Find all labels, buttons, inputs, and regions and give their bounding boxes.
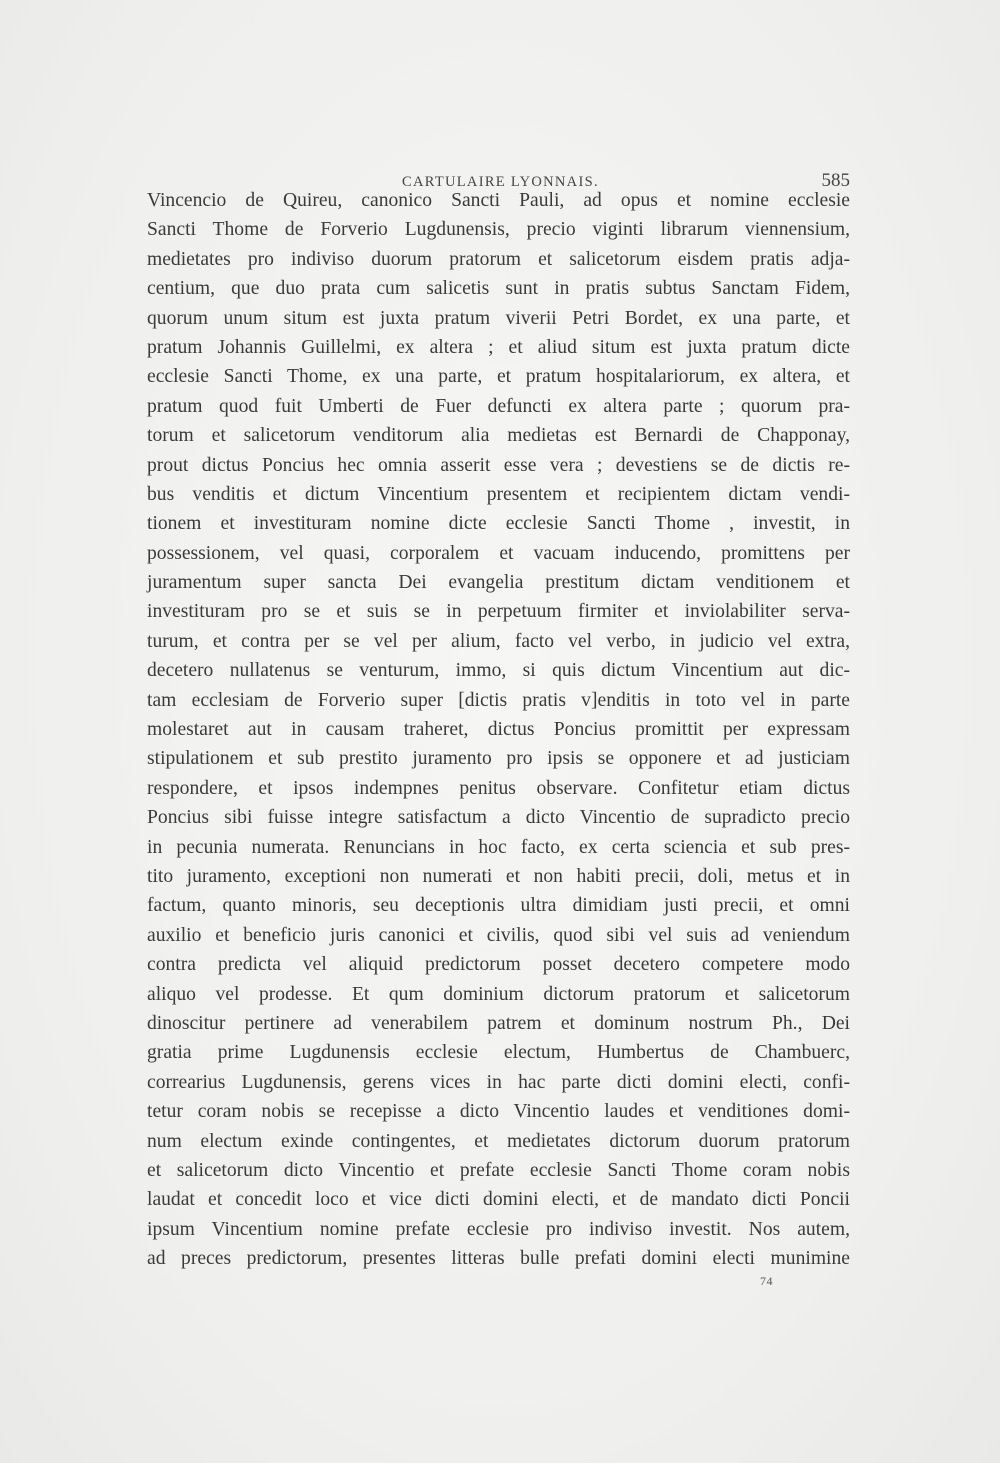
text-line: ad preces predictorum, presentes litteras bulle prefati domini electi munimine — [147, 1248, 850, 1270]
text-line: gratia prime Lugdunensis ecclesie electum, Humbertus de Chambuerc, — [147, 1042, 850, 1064]
text-line: laudat et concedit loco et vice dicti domini electi, et de mandato dicti Poncii — [147, 1189, 850, 1211]
text-line: contra predicta vel aliquid predictorum posset decetero competere modo — [147, 954, 850, 976]
text-line: decetero nullatenus se venturum, immo, si quis dictum Vincentium aut dic- — [147, 660, 850, 682]
text-line: pratum Johannis Guillelmi, ex altera ; et aliud situm est juxta pratum dicte — [147, 336, 850, 358]
text-line: ecclesie Sancti Thome, ex una parte, et pratum hospitalariorum, ex altera, et — [147, 366, 850, 388]
text-line: Vincencio de Quireu, canonico Sancti Pauli, ad opus et nomine ecclesie — [147, 190, 850, 211]
text-line: correarius Lugdunensis, gerens vices in hac parte dicti domini electi, confi- — [147, 1071, 850, 1093]
text-line: possessionem, vel quasi, corporalem et vacuam inducendo, promittens per — [147, 542, 850, 564]
text-line: dinoscitur pertinere ad venerabilem patrem et dominum nostrum Ph., Dei — [147, 1012, 850, 1034]
text-line: pratum quod fuit Umberti de Fuer defuncti ex altera parte ; quorum pra- — [147, 395, 850, 417]
text-line: stipulationem et sub prestito juramento pro ipsis se opponere et ad justiciam — [147, 748, 850, 770]
text-line: ipsum Vincentium nomine prefate ecclesie pro indiviso investit. Nos autem, — [147, 1218, 850, 1240]
text-line: tionem et investituram nomine dicte ecclesie Sancti Thome , investit, in — [147, 513, 850, 535]
text-line: bus venditis et dictum Vincentium presentem et recipientem dictam vendi- — [147, 483, 850, 505]
text-line: juramentum super sancta Dei evangelia prestitum dictam venditionem et — [147, 572, 850, 594]
signature-mark: 74 — [760, 1274, 773, 1288]
text-line: torum et salicetorum venditorum alia medietas est Bernardi de Chapponay, — [147, 425, 850, 447]
text-line: medietates pro indiviso duorum pratorum et salicetorum eisdem pratis adja- — [147, 248, 850, 270]
text-line: aliquo vel prodesse. Et qum dominium dictorum pratorum et salicetorum — [147, 983, 850, 1005]
text-line: tetur coram nobis se recepisse a dicto Vincentio laudes et venditiones domi- — [147, 1101, 850, 1123]
text-line: quorum unum situm est juxta pratum viverii Petri Bordet, ex una parte, et — [147, 307, 850, 329]
text-line: centium, que duo prata cum salicetis sunt in pratis subtus Sanctam Fidem, — [147, 278, 850, 300]
text-line: investituram pro se et suis se in perpetuum firmiter et inviolabiliter serva- — [147, 601, 850, 623]
text-line: Sancti Thome de Forverio Lugdunensis, precio viginti librarum viennensium, — [147, 219, 850, 241]
page-number: 585 — [821, 170, 850, 191]
text-line: factum, quanto minoris, seu deceptionis ultra dimidiam justi precii, et omni — [147, 895, 850, 917]
text-line: molestaret aut in causam traheret, dictus Poncius promittit per expressam — [147, 719, 850, 741]
text-line: turum, et contra per se vel per alium, facto vel verbo, in judicio vel extra, — [147, 630, 850, 652]
text-line: in pecunia numerata. Renuncians in hoc facto, ex certa sciencia et sub pres- — [147, 836, 850, 858]
text-line: respondere, et ipsos indempnes penitus observare. Confitetur etiam dictus — [147, 777, 850, 799]
body-text — [147, 186, 850, 1273]
text-line: tam ecclesiam de Forverio super [dictis pratis v]enditis in toto vel in parte — [147, 689, 850, 711]
text-line: Poncius sibi fuisse integre satisfactum a dicto Vincentio de supradicto precio — [147, 807, 850, 829]
text-line: num electum exinde contingentes, et medietates dictorum duorum pratorum — [147, 1130, 850, 1152]
text-line: tito juramento, exceptioni non numerati et non habiti precii, doli, metus et in — [147, 865, 850, 887]
text-line: auxilio et beneficio juris canonici et civilis, quod sibi vel suis ad veniendum — [147, 924, 850, 946]
running-title: CARTULAIRE LYONNAIS. — [402, 174, 599, 190]
text-line: et salicetorum dicto Vincentio et prefate ecclesie Sancti Thome coram nobis — [147, 1159, 850, 1181]
text-line: prout dictus Poncius hec omnia asserit esse vera ; devestiens se de dictis re- — [147, 454, 850, 476]
